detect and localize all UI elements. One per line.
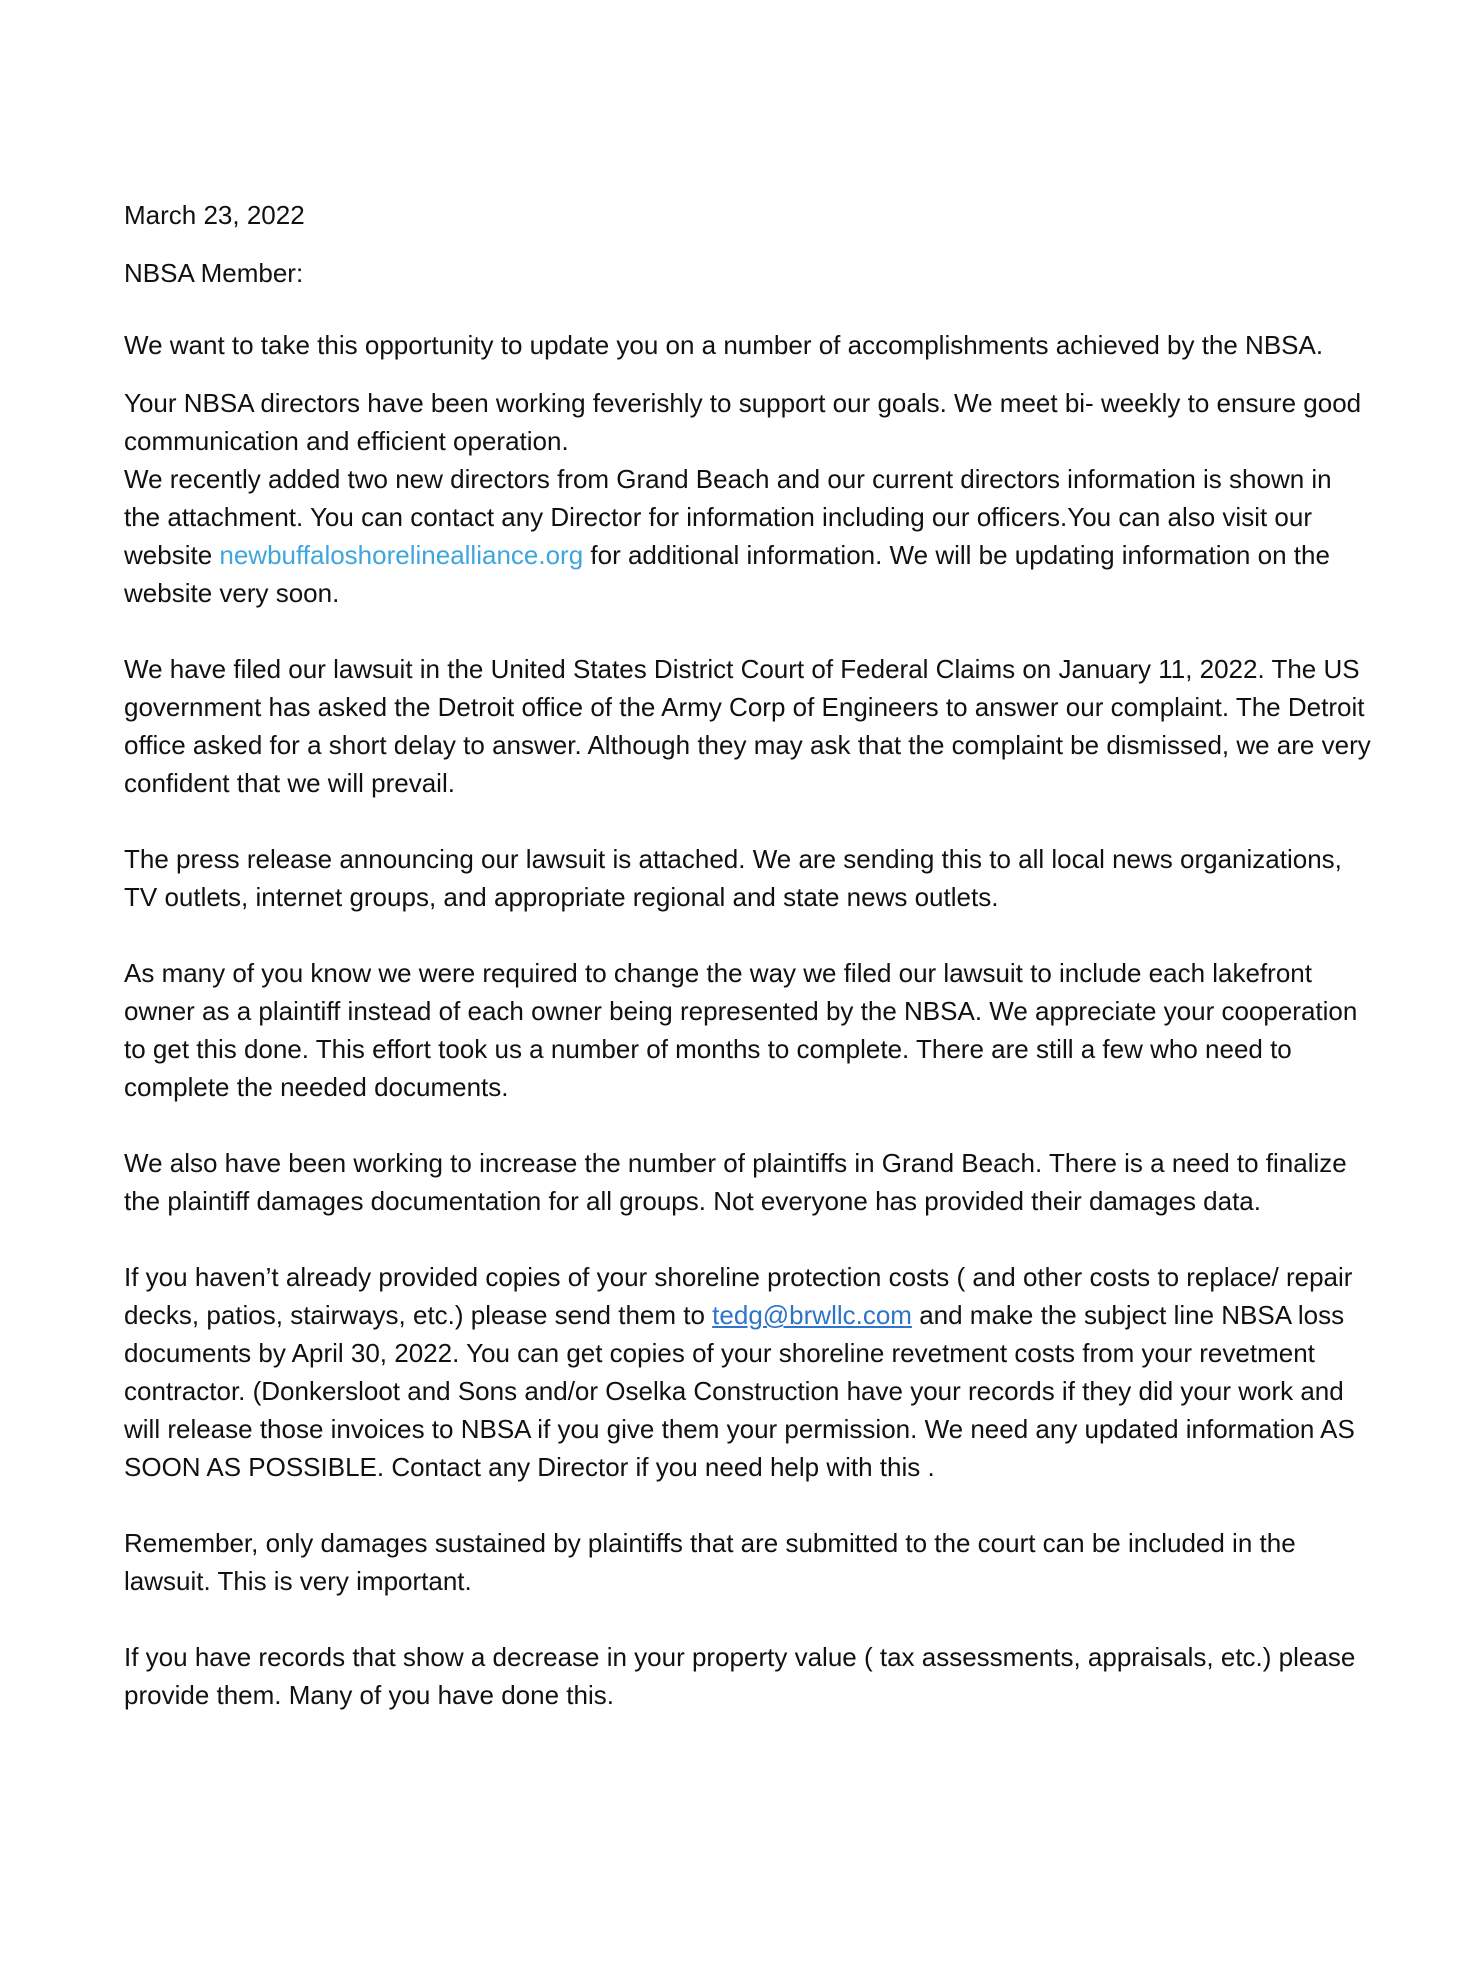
paragraph-plaintiffs: As many of you know we were required to change the way we filed our lawsuit to include each lakefront owner as a plaintiff instead of each owner being represented by the NBSA. We appreciate your cooperation to get this done. This effort took us a number of months to complete. There are still a few who need to complete the needed documents. xyxy=(124,958,1358,1102)
paragraph-accomplishments: We want to take this opportunity to update you on a number of accomplishments achieved by the NBSA. xyxy=(124,330,1324,360)
new-directors-text: We recently added two new directors from Grand Beach and our current directors information is shown in the attachment. You can contact any Director for information including our officers.You can also visit our website xyxy=(124,464,1332,570)
letter-body xyxy=(124,196,1374,1714)
paragraph-press-release: The press release announcing our lawsuit is attached. We are sending this to all local news organizations, TV outlets, internet groups, and appropriate regional and state news outlets. xyxy=(124,844,1342,912)
letter-date: March 23, 2022 xyxy=(124,200,305,230)
paragraph-property-value: If you have records that show a decrease in your property value ( tax assessments, appraisals, etc.) please provide them. Many of you have done this. xyxy=(124,1642,1356,1710)
email-link[interactable]: tedg@brwllc.com xyxy=(712,1300,912,1330)
website-link[interactable]: newbuffaloshorelinealliance.org xyxy=(219,540,584,570)
paragraph-costs xyxy=(124,1258,1374,1486)
paragraph-new-directors xyxy=(124,460,1374,612)
website-info-text: for additional information. We will be updating information on the website very soon. xyxy=(124,540,1330,608)
salutation: NBSA Member: xyxy=(124,258,304,288)
costs-followup-text: and make the subject line NBSA loss documents by April 30, 2022. You can get copies of your shoreline revetment costs from your revetment contractor. (Donkersloot and Sons and/or Oselka Construction have your records if they did your work and will release those invoices to NBSA if you give them your permission. We need any updated information AS SOON AS POSSIBLE. Contact any Director if you need help with this . xyxy=(124,1300,1355,1482)
costs-text: If you haven’t already provided copies of your shoreline protection costs ( and other costs to replace/ repair decks, patios, stairways, etc.) please send them to xyxy=(124,1262,1353,1330)
paragraph-lawsuit-filed: We have filed our lawsuit in the United States District Court of Federal Claims on January 11, 2022. The US government has asked the Detroit office of the Army Corp of Engineers to answer our complaint. The Detroit office asked for a short delay to answer. Although they may ask that the complaint be dismissed, we are very confident that we will prevail. xyxy=(124,654,1371,798)
paragraph-grand-beach: We also have been working to increase the number of plaintiffs in Grand Beach. There is a need to finalize the plaintiff damages documentation for all groups. Not everyone has provided their damages data. xyxy=(124,1148,1347,1216)
paragraph-damages-reminder: Remember, only damages sustained by plaintiffs that are submitted to the court can be included in the lawsuit. This is very important. xyxy=(124,1528,1296,1596)
paragraph-directors: Your NBSA directors have been working feverishly to support our goals. We meet bi- weekly to ensure good communication and efficient operation. xyxy=(124,388,1362,456)
